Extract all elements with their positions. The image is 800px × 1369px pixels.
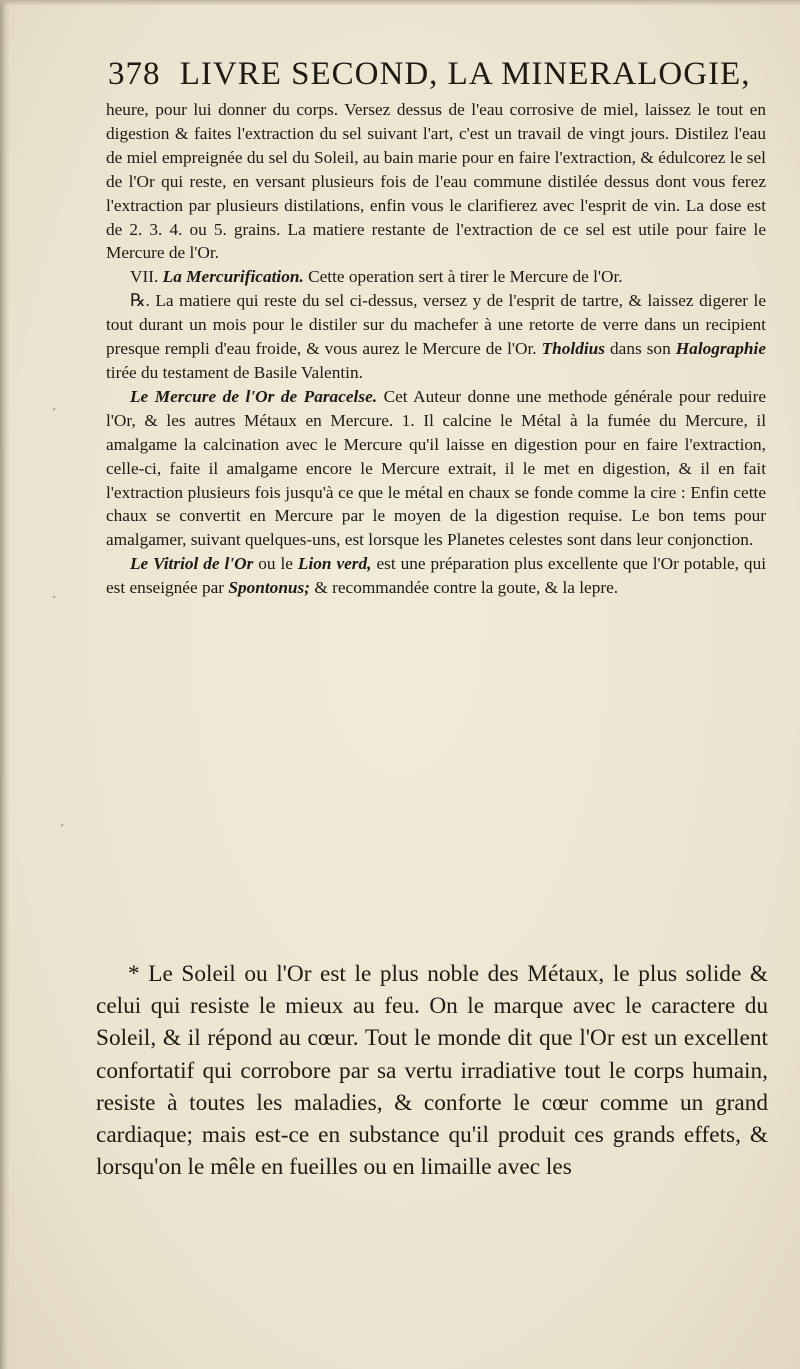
paragraph-text: Cet Auteur donne une methode générale pour reduire l'Or, & les autres Métaux en Mercure. 1. Il calcine le Métal à la fumée du Mercure, il amalgame la calcination avec le Mercure qu'il laisse en digestion pour en faire l'extraction, celle-ci, faite il amalgame encore le Mercure extrait, il le met en digestion, & il en fait l'extraction plusieurs fois jusqu'à ce que le métal en chaux se fonde comme la cire : Enfin cette chaux se convertit en Mercure par le moyen de la digestion requise. Le bon tems pour amalgamer, suivant quelques-uns, est lorsque les Planetes celestes sont dans leur conjonction. (106, 386, 766, 550)
section-number: VII. (130, 267, 159, 287)
margin-speck: · (52, 402, 57, 418)
paragraph-vitriol (106, 552, 766, 600)
paragraph-text: est une préparation plus excellente que l'Or potable, qui est enseignée par (106, 554, 767, 598)
paragraph-text: heure, pour lui donner du corps. Versez dessus de l'eau corrosive de miel, laissez le tout en digestion & faites l'extraction du sel suivant l'art, c'est un travail de vingt jours. Distilez l'eau de miel empreignée du sel du Soleil, au bain marie pour en faire l'extraction, & édulcorez le sel de l'Or qui reste, en versant plusieurs fois de l'eau commune distilée dessus dont vous ferez l'extraction par plusieurs distilations, enfin vous le clarifierez avec l'esprit de vin. La dose est de 2. 3. 4. ou 5. grains. La matiere restante de l'extraction de ce sel est utile pour faire le Mercure de l'Or. (106, 100, 766, 263)
paragraph-text: tirée du testament de Basile Valentin. (106, 362, 363, 382)
section-title: Le Mercure de l'Or de Paracelse. (130, 386, 378, 406)
paragraph-recipe (106, 289, 766, 385)
recipe-symbol: ℞. (130, 291, 150, 311)
alt-title: Lion verd, (297, 554, 372, 574)
author-name: Tholdius (541, 339, 605, 359)
margin-speck: · (60, 818, 65, 834)
section-title: Le Vitriol de l'Or (130, 554, 254, 574)
paragraph-mercurification (106, 265, 766, 289)
running-title: LIVRE SECOND, LA MINERALOGIE, (179, 56, 751, 92)
section-title: La Mercurification. (162, 267, 304, 287)
page-top-shadow (0, 0, 800, 6)
body-text (106, 98, 766, 600)
paragraph-text: & recommandée contre la goute, & la lepre. (314, 578, 619, 598)
footnote: * Le Soleil ou l'Or est le plus noble des Métaux, le plus solide & celui qui resiste le mieux au feu. On le marque avec le caractere du Soleil, & il répond au cœur. Tout le monde dit que l'Or est un excellent confortatif qui corrobore par sa vertu irradiative tout le corps humain, resiste à toutes les maladies, & conforte le cœur comme un grand cardiaque; mais est-ce en substance qu'il produit ces grands effets, & lorsqu'on le mêle en fueilles ou en limaille avec les (96, 961, 768, 1181)
paragraph-text: dans son (610, 339, 671, 359)
paragraph-paracelse (106, 385, 766, 552)
author-name: Spontonus; (228, 578, 311, 598)
page-edge-shadow (0, 0, 10, 1369)
paragraph-continued (106, 98, 766, 265)
paragraph-text: La matiere qui reste du sel ci-dessus, versez y de l'esprit de tartre, & laissez digerer le tout durant un mois pour le distiler sur du machefer à une retorte de verre dans un recipient presque rempli d'eau froide, & vous aurez le Mercure de l'Or. (106, 291, 766, 359)
margin-speck: · (52, 590, 57, 606)
paragraph-text: ou le (258, 554, 293, 574)
paragraph-text: Cette operation sert à tirer le Mercure de l'Or. (308, 267, 623, 287)
page-number: 378 (108, 56, 161, 92)
running-head (108, 56, 751, 93)
work-title: Halographie (675, 339, 766, 359)
